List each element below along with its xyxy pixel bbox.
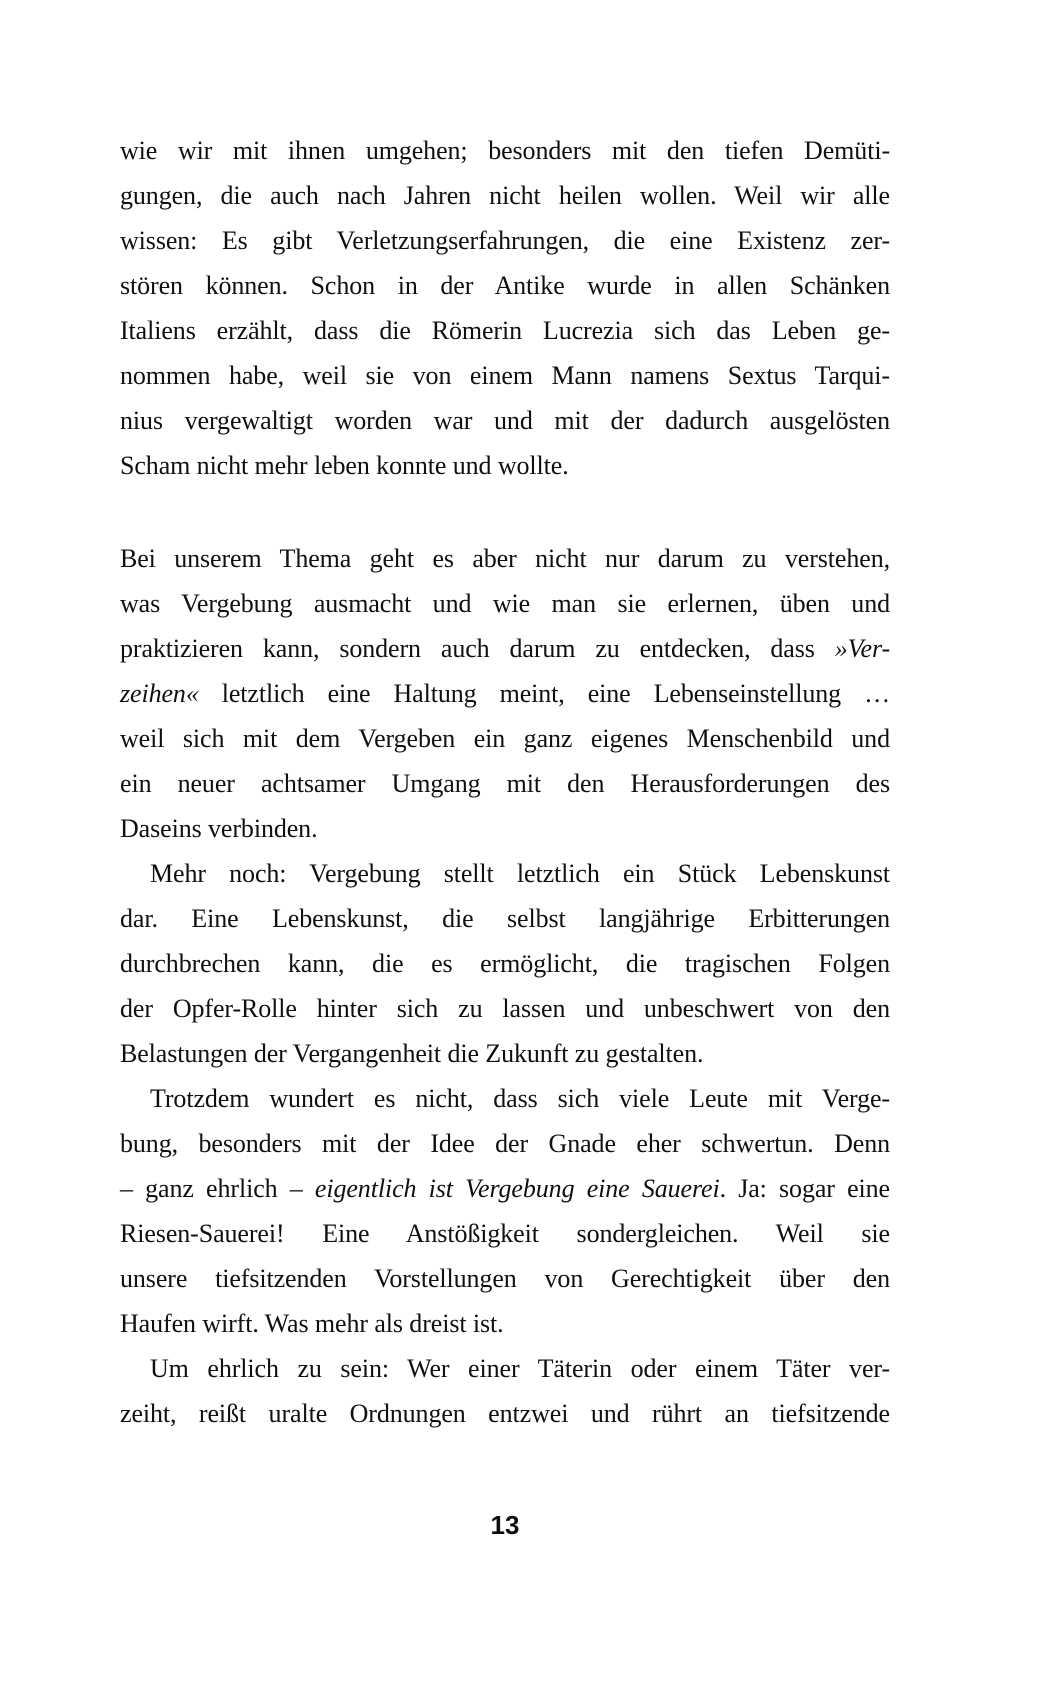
italic-text-segment: »Ver- (834, 634, 890, 663)
text-line (120, 1121, 890, 1166)
text-segment: Daseins verbinden. (120, 814, 318, 843)
text-line (120, 761, 890, 806)
text-segment: Mehr noch: Vergebung stellt letztlich ein Stück Lebenskunst (150, 859, 890, 888)
text-segment: wissen: Es gibt Verletzungserfahrungen, die eine Existenz zer- (120, 226, 890, 255)
text-segment: was Vergebung ausmacht und wie man sie erlernen, üben und (120, 589, 890, 618)
text-segment: – ganz ehrlich – (120, 1174, 315, 1203)
text-line (120, 581, 890, 626)
text-line (120, 263, 890, 308)
text-line (120, 1166, 890, 1211)
text-segment: praktizieren kann, sondern auch darum zu entdecken, dass (120, 634, 835, 663)
text-line (120, 941, 890, 986)
text-segment: Italiens erzählt, dass die Römerin Lucrezia sich das Leben ge- (120, 316, 890, 345)
page-text-block (120, 128, 890, 1436)
text-line (120, 443, 890, 488)
text-segment: Riesen-Sauerei! Eine Anstößigkeit sondergleichen. Weil sie (120, 1219, 890, 1248)
text-line (120, 1076, 890, 1121)
paragraph-5 (120, 1346, 890, 1436)
text-line (120, 1346, 890, 1391)
text-line (120, 806, 890, 851)
text-segment: der Opfer-Rolle hinter sich zu lassen und unbeschwert von den (120, 994, 890, 1023)
paragraph-4 (120, 1076, 890, 1346)
text-segment: Scham nicht mehr leben konnte und wollte. (120, 451, 569, 480)
text-line (120, 353, 890, 398)
text-segment: weil sich mit dem Vergeben ein ganz eigenes Menschenbild und (120, 724, 890, 753)
text-line (120, 308, 890, 353)
text-segment: stören können. Schon in der Antike wurde in allen Schänken (120, 271, 890, 300)
text-line (120, 1211, 890, 1256)
text-segment: unsere tiefsitzenden Vorstellungen von Gerechtigkeit über den (120, 1264, 890, 1293)
text-line (120, 851, 890, 896)
text-segment: nommen habe, weil sie von einem Mann namens Sextus Tarqui- (120, 361, 890, 390)
text-line (120, 536, 890, 581)
italic-text-segment: eigentlich ist Vergebung eine Sauerei (314, 1174, 720, 1203)
paragraph-1 (120, 128, 890, 488)
text-segment: durchbrechen kann, die es ermöglicht, die tragischen Folgen (120, 949, 890, 978)
text-segment: Belastungen der Vergangenheit die Zukunft zu gestalten. (120, 1039, 704, 1068)
text-segment: Trotzdem wundert es nicht, dass sich viele Leute mit Verge- (150, 1084, 890, 1113)
italic-text-segment: zeihen« (120, 679, 199, 708)
text-segment: Bei unserem Thema geht es aber nicht nur darum zu verstehen, (120, 544, 890, 573)
text-line (120, 128, 890, 173)
text-segment: gungen, die auch nach Jahren nicht heilen wollen. Weil wir alle (120, 181, 890, 210)
paragraph-2 (120, 536, 890, 851)
text-segment: wie wir mit ihnen umgehen; besonders mit den tiefen Demüti- (120, 136, 890, 165)
text-segment: zeiht, reißt uralte Ordnungen entzwei und rührt an tiefsitzende (120, 1399, 890, 1428)
text-segment: Haufen wirft. Was mehr als dreist ist. (120, 1309, 504, 1338)
text-line (120, 1391, 890, 1436)
text-segment: dar. Eine Lebenskunst, die selbst langjährige Erbitterungen (120, 904, 890, 933)
text-segment: letztlich eine Haltung meint, eine Lebenseinstellung … (198, 679, 890, 708)
text-segment: nius vergewaltigt worden war und mit der dadurch ausgelösten (120, 406, 890, 435)
text-line (120, 1256, 890, 1301)
text-segment: Um ehrlich zu sein: Wer einer Täterin oder einem Täter ver- (150, 1354, 890, 1383)
text-line (120, 173, 890, 218)
text-line (120, 671, 890, 716)
text-line (120, 398, 890, 443)
text-line (120, 716, 890, 761)
text-line (120, 1301, 890, 1346)
text-line (120, 218, 890, 263)
text-line (120, 986, 890, 1031)
text-line (120, 896, 890, 941)
text-segment: ein neuer achtsamer Umgang mit den Herausforderungen des (120, 769, 890, 798)
paragraph-3 (120, 851, 890, 1076)
text-line (120, 1031, 890, 1076)
text-segment: bung, besonders mit der Idee der Gnade eher schwertun. Denn (120, 1129, 890, 1158)
text-segment: . Ja: sogar eine (719, 1174, 890, 1203)
page-number: 13 (490, 1510, 520, 1540)
text-line (120, 626, 890, 671)
